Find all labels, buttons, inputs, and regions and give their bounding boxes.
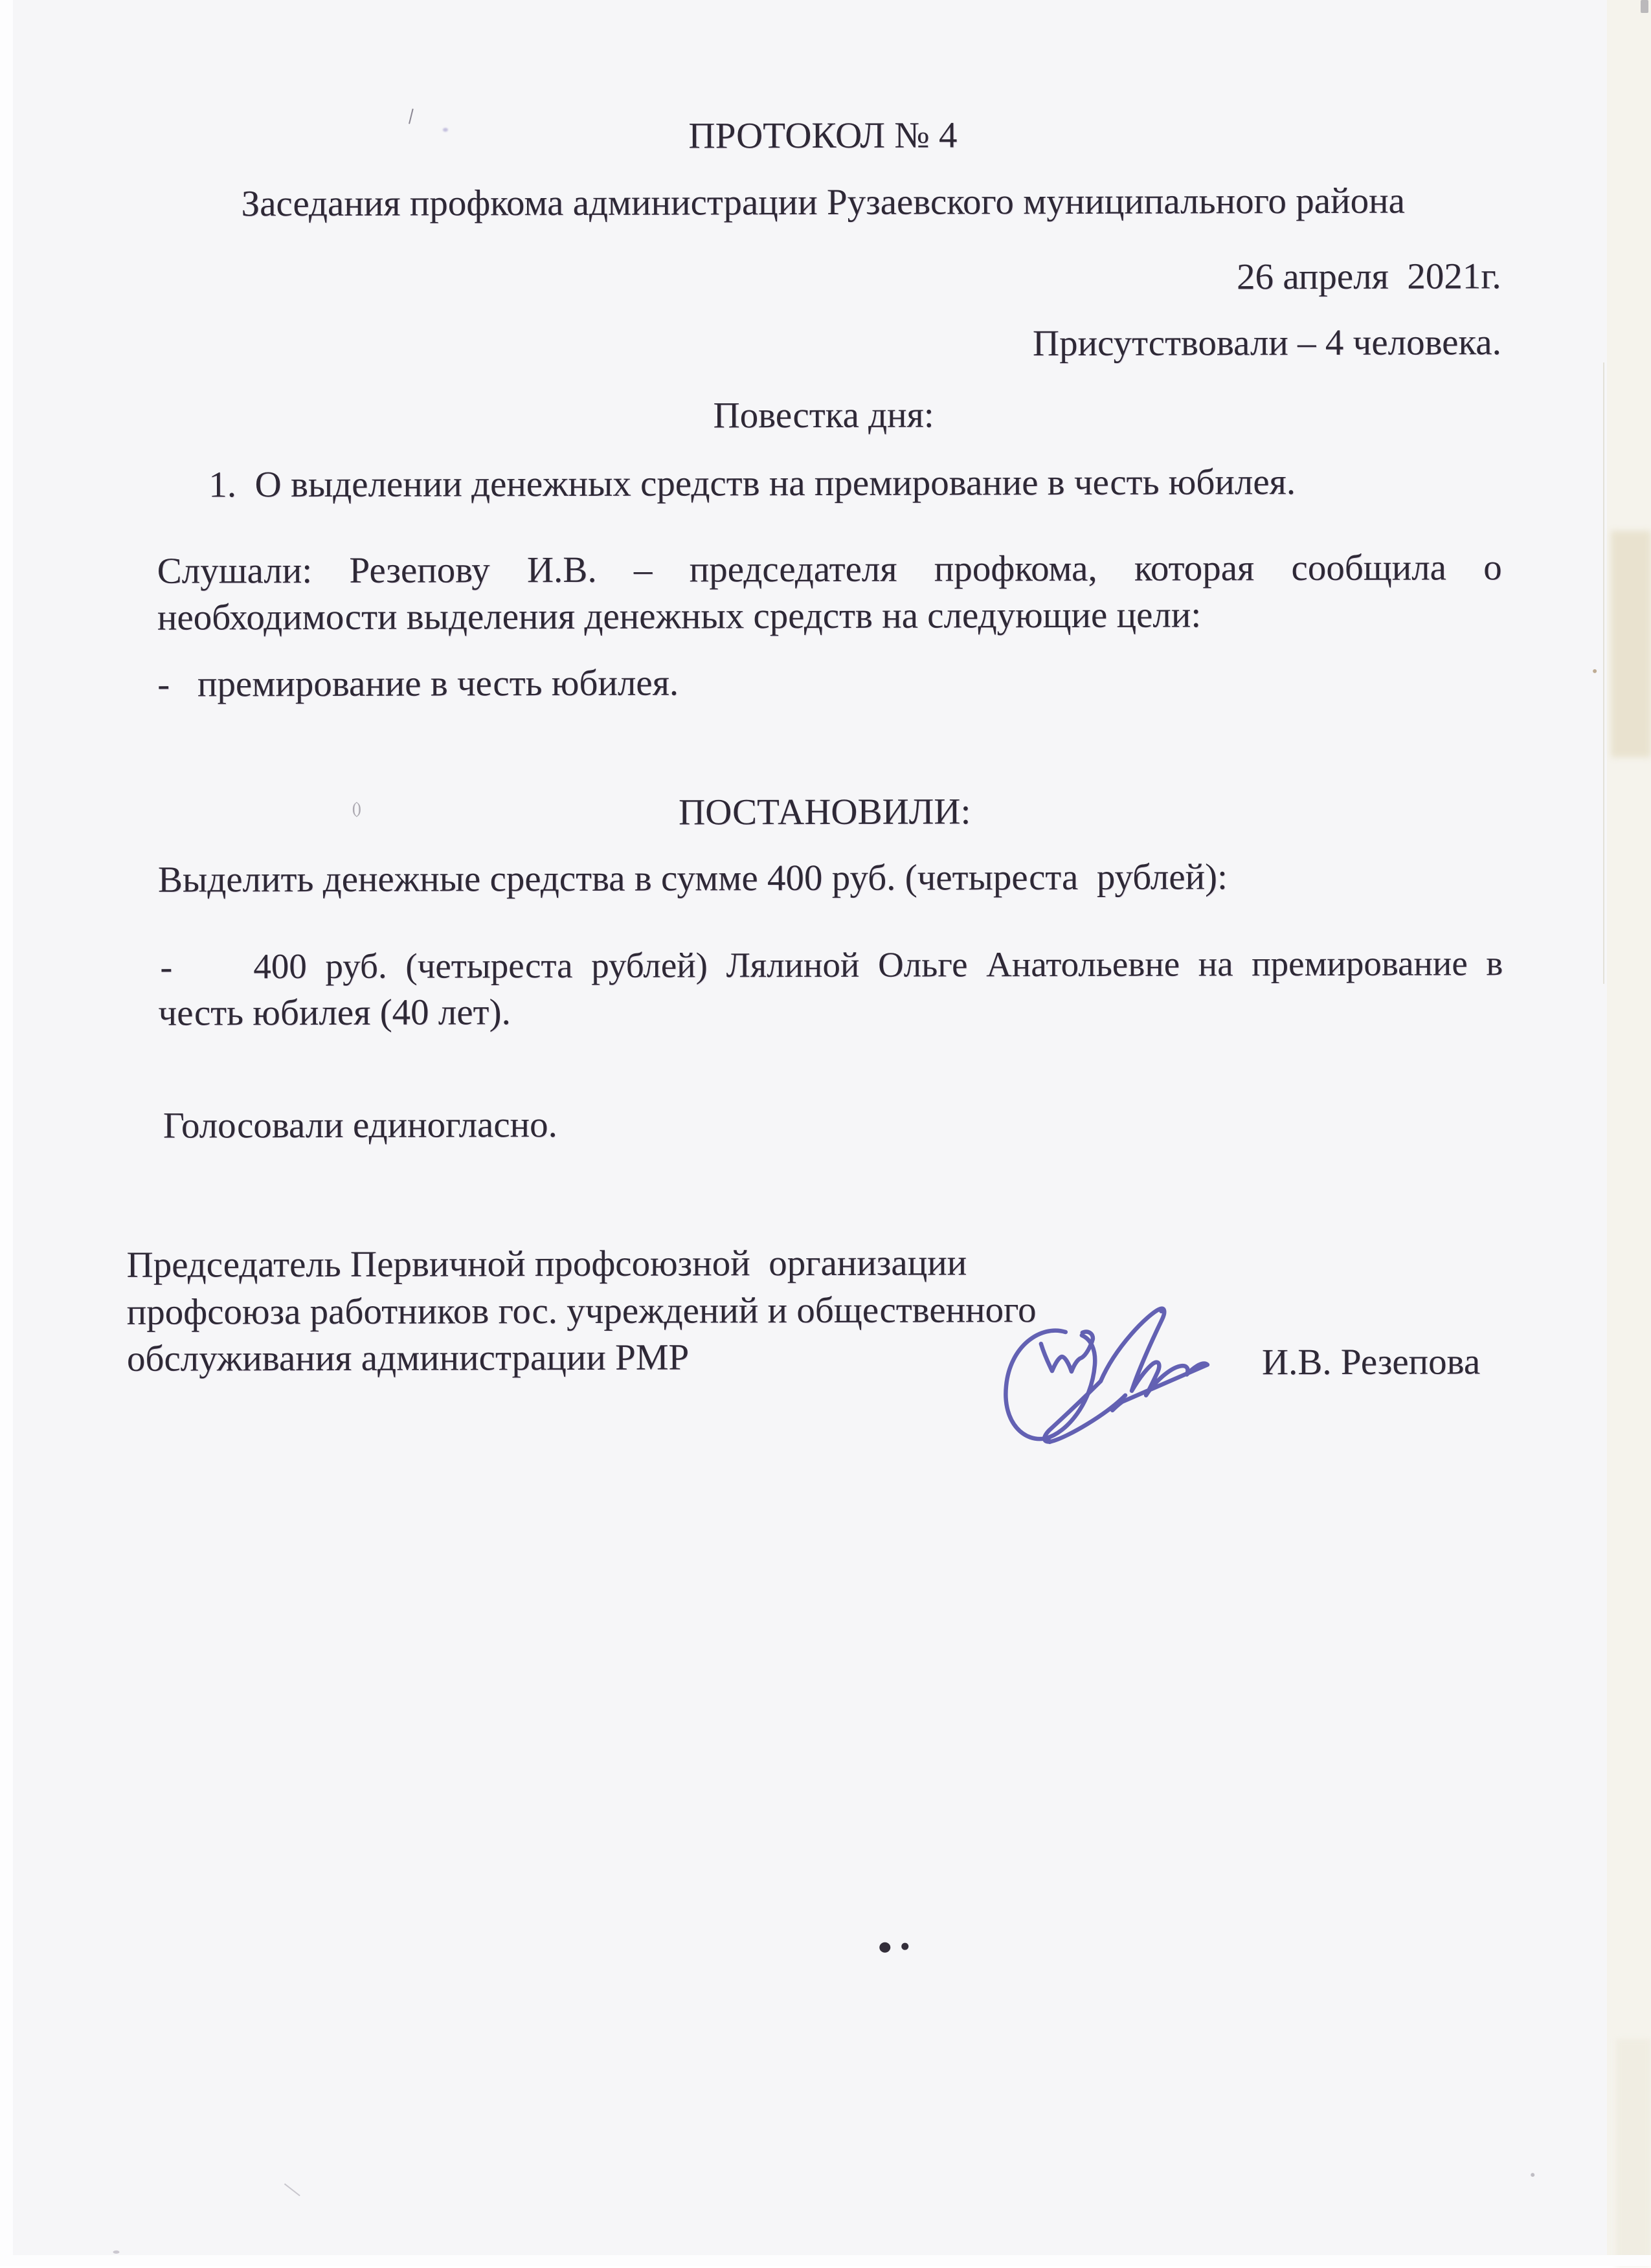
signer-name: И.В. Резепова bbox=[1261, 1341, 1481, 1383]
signer-position-line-1: Председатель Первичной профсоюзной организации bbox=[126, 1242, 967, 1285]
scan-speck bbox=[1531, 2173, 1534, 2177]
scan-edge-beige-patch bbox=[1611, 531, 1651, 757]
document-title: ПРОТОКОЛ № 4 bbox=[688, 115, 958, 157]
scan-speck bbox=[1593, 669, 1597, 673]
agenda-heading: Повестка дня: bbox=[713, 394, 934, 436]
resolved-heading: ПОСТАНОВИЛИ: bbox=[678, 791, 971, 833]
signature-ink bbox=[993, 1295, 1226, 1515]
scan-speck bbox=[284, 2183, 300, 2196]
scan-edge-bottom bbox=[0, 2255, 1651, 2266]
document-subtitle: Заседания профкома администрации Рузаевского муниципального района bbox=[241, 180, 1405, 225]
scan-edge-line bbox=[1603, 362, 1604, 984]
scan-edge-bottom-right bbox=[1616, 2039, 1651, 2266]
vote-line: Голосовали единогласно. bbox=[163, 1104, 557, 1146]
scan-speck bbox=[443, 128, 448, 132]
resolved-bullet-dash: - bbox=[160, 946, 173, 988]
heard-bullet: - премирование в честь юбилея. bbox=[157, 662, 679, 705]
heard-paragraph-line-2: необходимости выделения денежных средств на следующие цели: bbox=[157, 594, 1202, 638]
signer-position-line-2: профсоюза работников гос. учреждений и общественного bbox=[126, 1289, 1037, 1333]
scan-speck bbox=[113, 2251, 120, 2254]
ink-dot bbox=[879, 1942, 890, 1953]
attendance-line: Присутствовали – 4 человека. bbox=[1032, 322, 1501, 364]
heard-paragraph-line-1: Слушали: Резепову И.В. – председателя профкома, которая сообщила о bbox=[157, 547, 1502, 592]
resolved-bullet-line-1: 400 руб. (четыреста рублей) Лялиной Ольге Анатольевне на премирование в bbox=[253, 943, 1503, 986]
agenda-item-1: 1. О выделении денежных средств на премирование в честь юбилея. bbox=[208, 461, 1296, 506]
date-line: 26 апреля 2021г. bbox=[1236, 256, 1501, 298]
scan-speck: () bbox=[352, 798, 360, 817]
scan-corner-mark bbox=[1641, 0, 1648, 13]
signer-position-line-3: обслуживания администрации РМР bbox=[126, 1337, 690, 1379]
resolved-bullet-line-2: честь юбилея (40 лет). bbox=[158, 992, 511, 1034]
scan-edge-left bbox=[0, 0, 13, 2266]
ink-dot bbox=[901, 1943, 908, 1950]
resolved-intro: Выделить денежные средства в сумме 400 руб. (четыреста рублей): bbox=[157, 856, 1228, 900]
scan-edge-right bbox=[1607, 0, 1651, 2266]
